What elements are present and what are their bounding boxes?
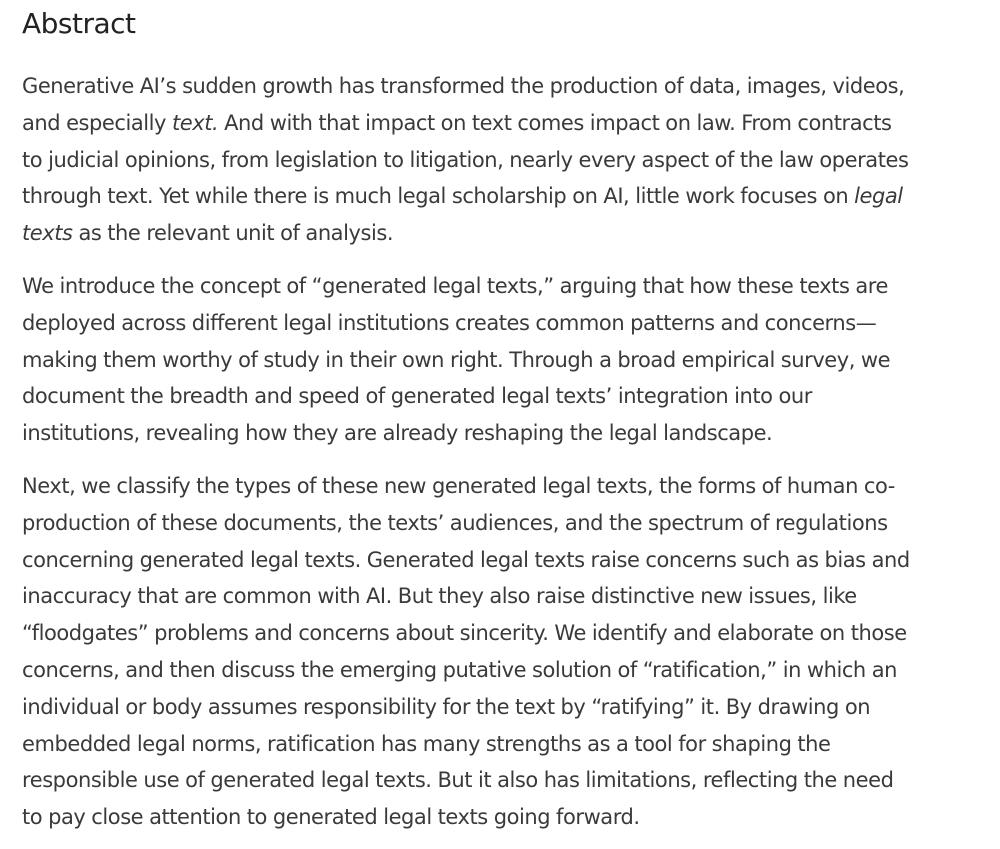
abstract-section: [22, 0, 994, 836]
paragraph-line: embedded legal norms, ratification has many strengths as a tool for shaping the: [22, 731, 831, 756]
abstract-heading: Abstract: [22, 7, 136, 40]
text-run: through text. Yet while there is much legal scholarship on AI, little work focuses on: [22, 184, 855, 209]
paragraph-line: individual or body assumes responsibility for the text by “ratifying” it. By drawing on: [22, 694, 871, 719]
italic-text: text.: [171, 110, 219, 135]
paragraph-line: Next, we classify the types of these new generated legal texts, the forms of human co-: [22, 473, 895, 498]
text-run: and especially: [22, 110, 172, 135]
paragraph-line: “floodgates” problems and concerns about sincerity. We identify and elaborate on those: [22, 621, 907, 646]
paragraph-line: [22, 178, 994, 215]
text-run: And with that impact on text comes impact on law. From contracts: [218, 110, 892, 135]
paragraph-line: to pay close attention to generated legal texts going forward.: [22, 805, 640, 830]
paragraph-line: institutions, revealing how they are already reshaping the legal landscape.: [22, 421, 773, 446]
italic-text: texts: [22, 221, 73, 246]
paragraph-line: Generative AI’s sudden growth has transformed the production of data, images, videos,: [22, 74, 905, 98]
paragraph-line: concerning generated legal texts. Generated legal texts raise concerns such as bias and: [22, 547, 910, 572]
paragraph-line: [22, 105, 994, 142]
abstract-paragraph-1: [22, 68, 994, 252]
paragraph-line: [22, 215, 994, 252]
paragraph-line: We introduce the concept of “generated legal texts,” arguing that how these texts are: [22, 273, 888, 298]
italic-text: legal: [854, 184, 903, 209]
paragraph-line: responsible use of generated legal texts. But it also has limitations, reflecting the need: [22, 768, 894, 793]
abstract-paragraph-2: [22, 268, 994, 452]
paragraph-line: deployed across different legal institutions creates common patterns and concerns—: [22, 310, 877, 335]
abstract-paragraph-3: [22, 468, 994, 836]
paragraph-line: making them worthy of study in their own right. Through a broad empirical survey, we: [22, 347, 891, 372]
paragraph-line: inaccuracy that are common with AI. But they also raise distinctive new issues, like: [22, 584, 857, 609]
paragraph-line: document the breadth and speed of generated legal texts’ integration into our: [22, 384, 812, 409]
paragraph-line: concerns, and then discuss the emerging putative solution of “ratification,” in which an: [22, 657, 897, 682]
paragraph-line: production of these documents, the texts’ audiences, and the spectrum of regulations: [22, 510, 888, 535]
text-run: as the relevant unit of analysis.: [72, 221, 394, 246]
paragraph-line: to judicial opinions, from legislation to litigation, nearly every aspect of the law operates: [22, 147, 909, 172]
